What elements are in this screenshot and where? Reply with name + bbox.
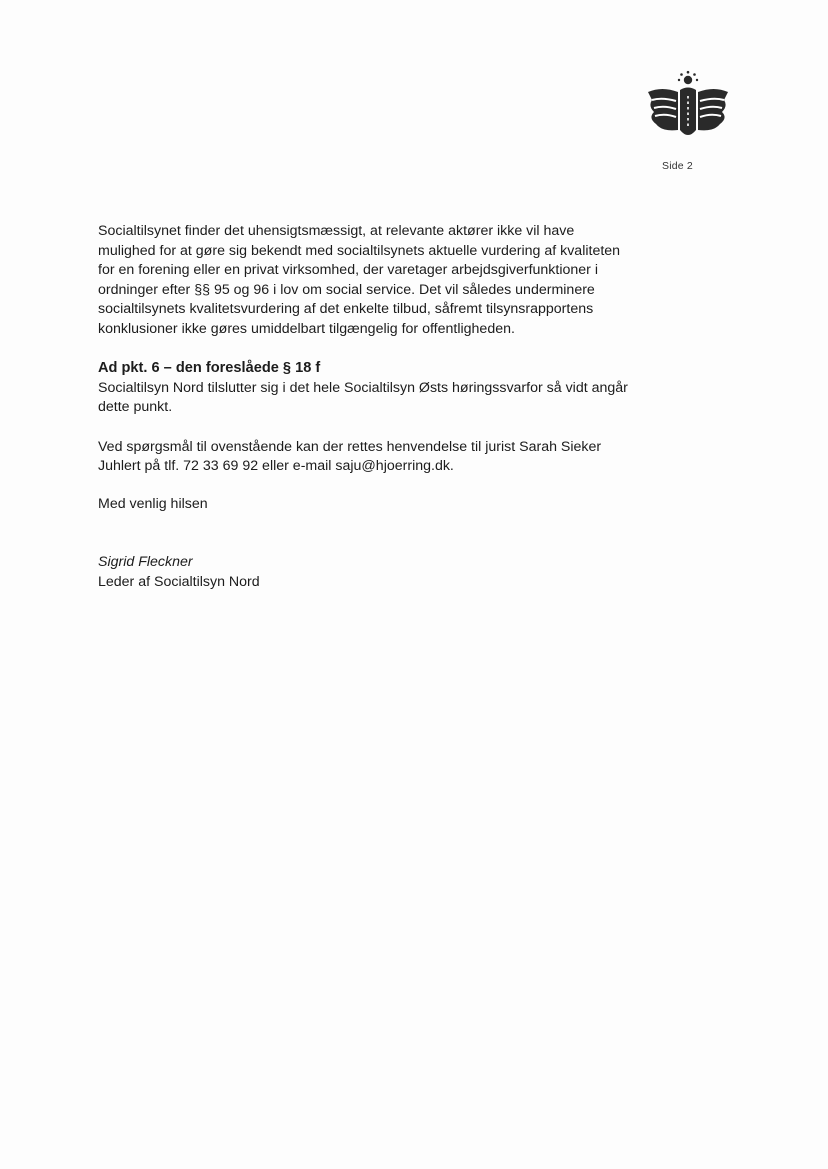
municipality-logo [642, 70, 734, 146]
text-line: konklusioner ikke gøres umiddelbart tilgængelig for offentligheden. [98, 320, 515, 337]
paragraph-contact [98, 438, 658, 477]
closing-greeting: Med venlig hilsen [98, 496, 208, 512]
text-line: Socialtilsynet finder det uhensigtsmæssigt, at relevante aktører ikke vil have [98, 223, 575, 239]
text-line: Juhlert på tlf. 72 33 69 92 eller e-mail saju@hjoerring.dk. [98, 458, 454, 475]
text-line: socialtilsynets kvalitetsvurdering af det enkelte tilbud, såfremt tilsynsrapportens [98, 301, 594, 318]
text-line: ordninger efter §§ 95 og 96 i lov om social service. Det vil således underminere [98, 281, 595, 298]
signatory-name: Sigrid Fleckner [98, 554, 193, 570]
text-line: Ved spørgsmål til ovenstående kan der rettes henvendelse til jurist Sarah Sieker [98, 438, 602, 455]
paragraph-point-6 [98, 359, 658, 418]
section-heading: Ad pkt. 6 – den foreslåede § 18 f [98, 360, 321, 377]
signatory-title: Leder af Socialtilsyn Nord [98, 573, 260, 590]
letter-body [98, 222, 658, 496]
signature-block [98, 553, 260, 592]
text-line: for en forening eller en privat virksomhed, der varetager arbejdsgiverfunktioner i [98, 262, 598, 279]
page-number: Side 2 [662, 160, 693, 172]
paragraph-quality-assessment [98, 222, 658, 340]
text-line: Socialtilsyn Nord tilslutter sig i det hele Socialtilsyn Østs høringssvarfor så vidt angår [98, 379, 628, 396]
text-line: mulighed for at gøre sig bekendt med socialtilsynets aktuelle vurdering af kvaliteten [98, 242, 621, 259]
logo-sun-icon [678, 71, 698, 84]
text-line: dette punkt. [98, 399, 173, 416]
